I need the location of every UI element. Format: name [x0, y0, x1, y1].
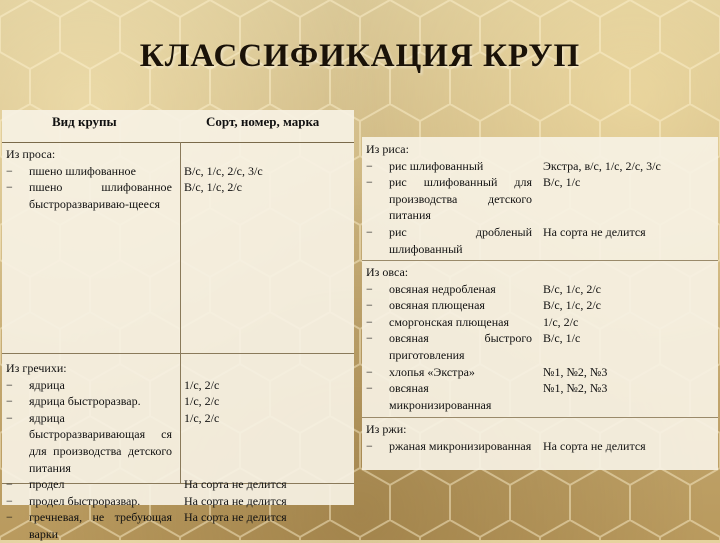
- list-item: − рис дробленый шлифованный: [366, 224, 532, 256]
- group-rye: [366, 421, 532, 454]
- left-table: [2, 110, 354, 541]
- group-name: Из гречихи:: [6, 361, 67, 375]
- grade-cell: На сорта не делится: [543, 438, 646, 453]
- grade-cell: 1/с, 2/с: [184, 377, 220, 392]
- right-table: [362, 137, 718, 470]
- grade-cell: На сорта не делится: [184, 493, 287, 508]
- grade-cell: №1, №2, №3: [543, 364, 608, 379]
- header-grade: Сорт, номер, марка: [206, 114, 320, 129]
- list-item: − ржаная микронизированная: [366, 438, 532, 453]
- group-name: Из овса:: [366, 265, 409, 279]
- list-item: − овсяная недробленая: [366, 281, 496, 296]
- list-item: − овсяная микронизированная: [366, 381, 492, 412]
- list-item: − рис шлифованный для производства детского питания: [366, 175, 532, 223]
- grade-cell: В/с, 1/с, 2/с: [184, 180, 242, 195]
- list-item: − гречневая, не требующая варки: [6, 510, 172, 541]
- group-oats: [366, 264, 532, 413]
- group-name: Из риса:: [366, 142, 409, 156]
- group-name: Из проса:: [6, 147, 56, 161]
- header-type: Вид крупы: [52, 114, 117, 129]
- grade-cell: В/с, 1/с: [543, 331, 581, 346]
- group-name: Из ржи:: [366, 422, 407, 436]
- grade-cell: 1/с, 2/с: [184, 410, 220, 425]
- grade-cell: На сорта не делится: [543, 225, 646, 239]
- column-divider: [180, 142, 181, 483]
- grade-cell: 1/с, 2/с: [543, 314, 579, 329]
- list-item: − пшено шлифованное: [6, 163, 136, 178]
- list-item: − пшено шлифованное быстроразвариваю-щееся: [6, 180, 172, 211]
- row-divider: [362, 417, 718, 418]
- list-item: − овсяная плющеная: [366, 298, 485, 313]
- list-item: − ядрица быстроразваривающая ся для производства детского питания: [6, 410, 172, 475]
- list-item: − хлопья «Экстра»: [366, 364, 475, 379]
- group-millet: [6, 146, 172, 212]
- grade-cell: Экстра, в/с, 1/с, 2/с, 3/с: [543, 158, 661, 173]
- row-divider: [362, 260, 718, 261]
- list-item: − продел: [6, 477, 65, 492]
- list-item: − ядрица быстроразвар.: [6, 394, 141, 409]
- grade-cell: В/с, 1/с, 2/с: [543, 281, 601, 296]
- group-rice: [366, 141, 532, 257]
- grade-cell: В/с, 1/с, 2/с, 3/с: [184, 163, 263, 178]
- list-item: − продел быстроразвар.: [6, 493, 141, 508]
- table-header: [2, 110, 354, 143]
- page-title: КЛАССИФИКАЦИЯ КРУП: [139, 38, 581, 74]
- grade-cell: На сорта не делится: [184, 510, 287, 525]
- row-divider: [2, 353, 354, 354]
- grade-cell: В/с, 1/с, 2/с: [543, 298, 601, 313]
- list-item: − овсяная быстрого приготовления: [366, 331, 532, 362]
- list-item: − ядрица: [6, 377, 65, 392]
- grade-cell: №1, №2, №3: [543, 381, 608, 396]
- group-buckwheat: [6, 360, 172, 543]
- list-item: − сморгонская плющеная: [366, 314, 509, 329]
- grade-cell: В/с, 1/с: [543, 175, 581, 190]
- grade-cell: На сорта не делится: [184, 477, 287, 492]
- grade-cell: 1/с, 2/с: [184, 394, 220, 409]
- list-item: − рис шлифованный: [366, 158, 484, 173]
